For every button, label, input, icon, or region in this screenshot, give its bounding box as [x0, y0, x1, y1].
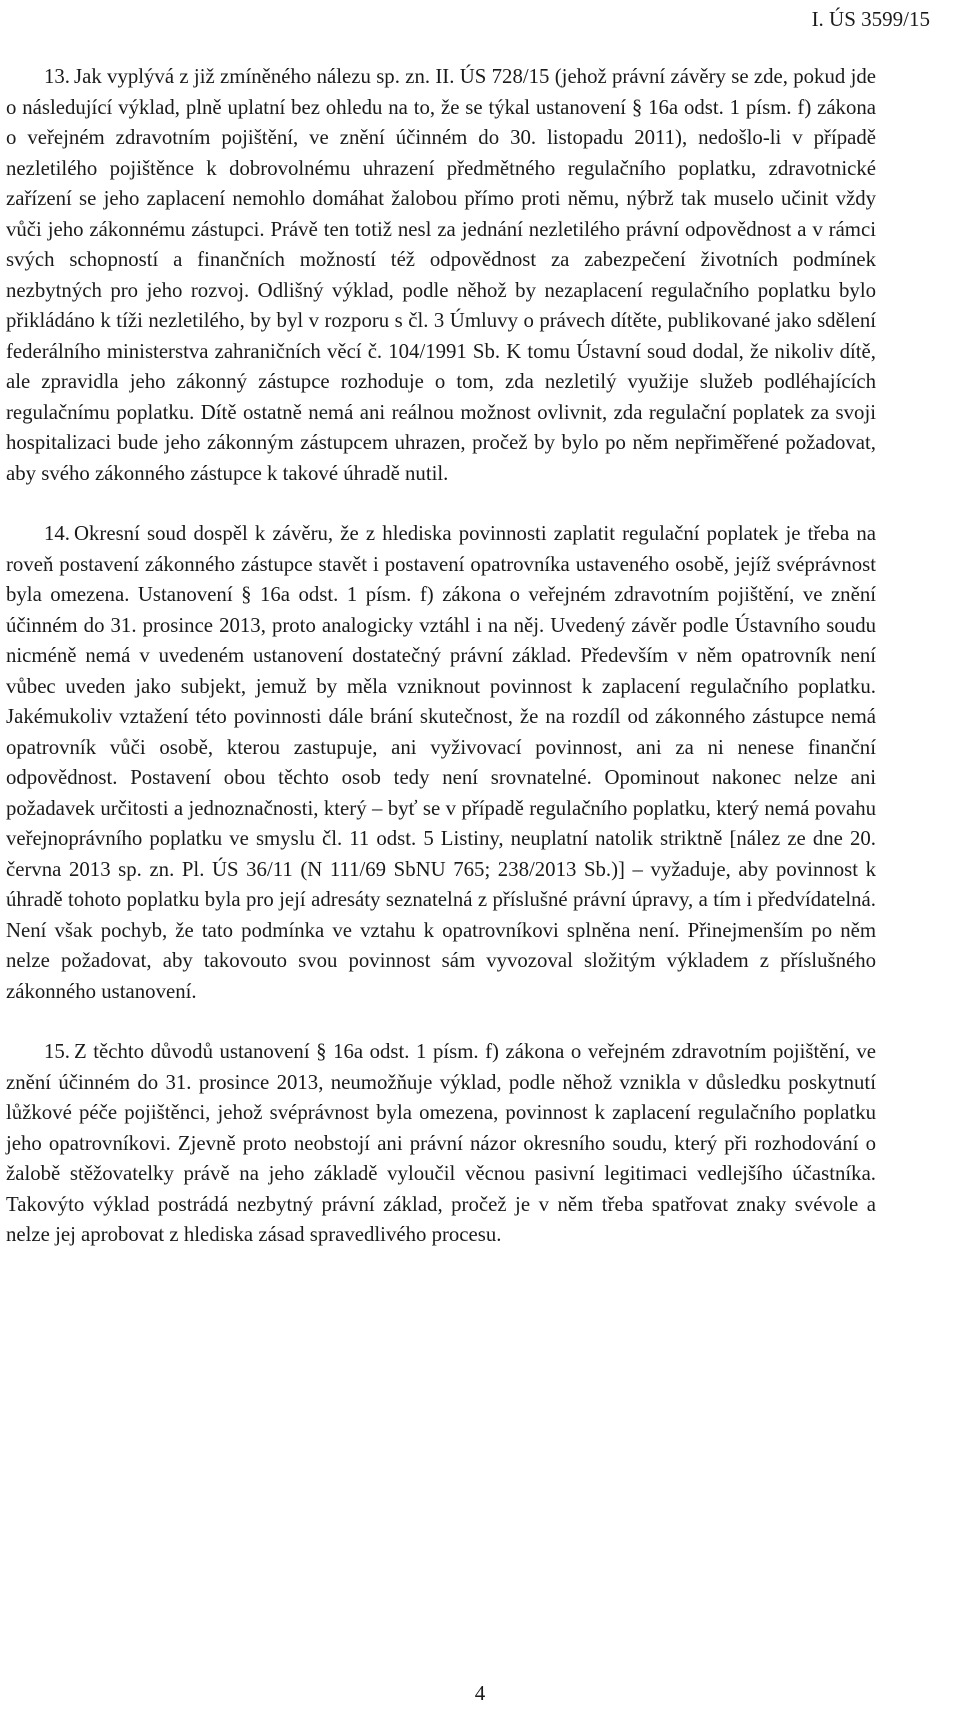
page-number: 4: [474, 1681, 486, 1705]
paragraph-number: 13.: [44, 65, 70, 88]
paragraph-15: [6, 1037, 876, 1251]
paragraph-13: [6, 62, 876, 489]
paragraph-text: Z těchto důvodů ustanovení § 16a odst. 1 písm. f) zákona o veřejném zdravotním pojištění, ve znění účinném do 31. prosince 2013, neumožňuje výklad, podle něhož vznikla v důsledku poskytnutí lůžkové péče pojištěnci, jehož svéprávnost byla omezena, povinnost k zaplacení regulačního poplatku jeho opatrovníkovi. Zjevně proto neobstojí ani právní názor okresního soudu, který při rozhodování o žalobě stěžovatelky právě na jeho základě vyloučil věcnou pasivní legitimaci vedlejšího účastníka. Takovýto výklad postrádá nezbytný právní základ, pročež je v něm třeba spatřovat znaky svévole a nelze jej aprobovat z hlediska zásad spravedlivého procesu.: [6, 1040, 876, 1246]
paragraph-number: 15.: [44, 1040, 70, 1063]
paragraph-14: [6, 519, 876, 1007]
case-reference-header: I. ÚS 3599/15: [811, 7, 930, 31]
paragraph-number: 14.: [44, 522, 70, 545]
paragraph-text: Jak vyplývá z již zmíněného nálezu sp. zn. II. ÚS 728/15 (jehož právní závěry se zde, pokud jde o následující výklad, plně uplatní bez ohledu na to, že se týkal ustanovení § 16a odst. 1 písm. f) zákona o veřejném zdravotním pojištění, ve znění účinném do 30. listopadu 2011), nedošlo-li v případě nezletilého pojištěnce k dobrovolnému uhrazení předmětného regulačního poplatku, zdravotnické zařízení se jeho zaplacení nemohlo domáhat žalobou přímo proti němu, nýbrž tak muselo učinit vždy vůči jeho zákonnému zástupci. Právě ten totiž nesl za jednání nezletilého právní odpovědnost a v rámci svých schopností a finančních možností též odpovědnost za zabezpečení životních podmínek nezbytných pro jeho rozvoj. Odlišný výklad, podle něhož by nezaplacení regulačního poplatku bylo přikládáno k tíži nezletilého, by byl v rozporu s čl. 3 Úmluvy o právech dítěte, publikované jako sdělení federálního ministerstva zahraničních věcí č. 104/1991 Sb. K tomu Ústavní soud dodal, že nikoliv dítě, ale zpravidla jeho zákonný zástupce rozhoduje o tom, zda nezletilý využije služeb podléhajících regulačnímu poplatku. Dítě ostatně nemá ani reálnou možnost ovlivnit, zda regulační poplatek za svoji hospitalizaci bude jeho zákonným zástupcem uhrazen, pročež by bylo po něm nepřiměřené požadovat, aby svého zákonného zástupce k takové úhradě nutil.: [6, 65, 876, 485]
document-body: [6, 62, 876, 1251]
paragraph-text: Okresní soud dospěl k závěru, že z hlediska povinnosti zaplatit regulační poplatek je třeba na roveň postavení zákonného zástupce stavět i postavení opatrovníka ustaveného osobě, jejíž svéprávnost byla omezena. Ustanovení § 16a odst. 1 písm. f) zákona o veřejném zdravotním pojištění, ve znění účinném do 31. prosince 2013, proto analogicky vztáhl i na něj. Uvedený závěr podle Ústavního soudu nicméně nemá v uvedeném ustanovení dostatečný právní základ. Především v něm opatrovník není vůbec uveden jako subjekt, jemuž by měla vzniknout povinnost k zaplacení regulačního poplatku. Jakémukoliv vztažení této povinnosti dále brání skutečnost, že na rozdíl od zákonného zástupce nemá opatrovník vůči osobě, kterou zastupuje, ani vyživovací povinnost, ani za ni nenese finanční odpovědnost. Postavení obou těchto osob tedy není srovnatelné. Opominout nakonec nelze ani požadavek určitosti a jednoznačnosti, který – byť se v případě regulačního poplatku, který nemá povahu veřejnoprávního poplatku ve smyslu čl. 11 odst. 5 Listiny, neuplatní natolik striktně [nález ze dne 20. června 2013 sp. zn. Pl. ÚS 36/11 (N 111/69 SbNU 765; 238/2013 Sb.)] – vyžaduje, aby povinnost k úhradě tohoto poplatku byla pro její adresáty seznatelná z příslušné právní úpravy, a tím i předvídatelná. Není však pochyb, že tato podmínka ve vztahu k opatrovníkovi splněna není. Přinejmenším po něm nelze požadovat, aby takovouto svou povinnost sám vyvozoval složitým výkladem z příslušného zákonného ustanovení.: [6, 522, 876, 1003]
